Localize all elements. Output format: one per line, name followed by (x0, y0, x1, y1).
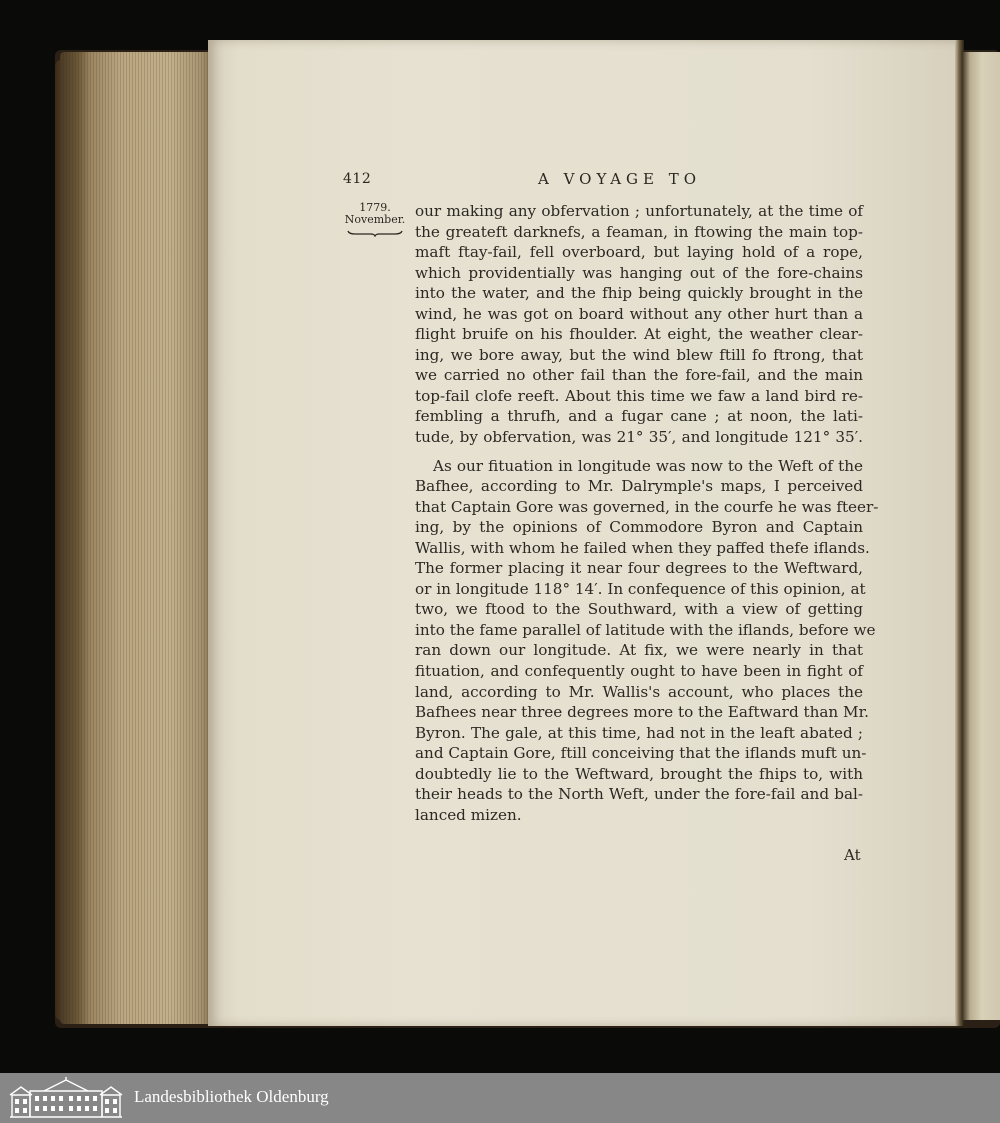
facing-page-edge (962, 52, 1000, 1020)
margin-note (342, 202, 408, 237)
page-number: 412 (343, 171, 372, 187)
text-line: lanced mizen. (415, 805, 522, 824)
library-building-icon (8, 1077, 124, 1119)
text-line: top-fail clofe reeft. About this time we faw a land bird re- (415, 386, 863, 405)
text-line: ing, by the opinions of Commodore Byron and Captain (415, 518, 863, 537)
text-line: the greateft darknefs, a feaman, in ftowing the main top- (415, 222, 863, 241)
paragraph-2 (415, 456, 879, 826)
text-line: Byron. The gale, at this time, had not in the leaft abated ; (415, 723, 863, 742)
brace-ornament (347, 229, 403, 237)
text-line: Wallis, with whom he failed when they paffed thefe iflands. (415, 538, 870, 557)
paragraph-1 (415, 201, 863, 448)
library-footer (0, 1073, 1000, 1123)
text-line: our making any obfervation ; unfortunately, at the time of (415, 202, 863, 220)
catchword: At (844, 846, 861, 864)
text-line: or in longitude 118° 14′. In confequence of this opinion, at (415, 579, 866, 598)
library-name: Landesbibliothek Oldenburg (134, 1087, 329, 1106)
margin-note-month: November. (344, 213, 406, 226)
text-line: fembling a thrufh, and a fugar cane ; at noon, the lati- (415, 407, 863, 426)
text-line: into the fame parallel of latitude with the iflands, before we (415, 620, 876, 639)
text-line: maft ftay-fail, fell overboard, but laying hold of a rope, (415, 243, 863, 262)
running-title: A VOYAGE TO (538, 170, 702, 188)
text-line: As our fituation in longitude was now to the Weft of the (433, 456, 863, 475)
text-line: two, we ftood to the Southward, with a view of getting (415, 600, 863, 619)
text-line: we carried no other fail than the fore-fail, and the main (415, 366, 863, 385)
text-line: tude, by obfervation, was 21° 35′, and longitude 121° 35′. (415, 428, 863, 447)
text-line: wind, he was got on board without any other hurt than a (415, 304, 863, 323)
body-text (415, 201, 879, 825)
text-line: which providentially was hanging out of the fore-chains (415, 263, 863, 282)
text-line: flight bruife on his fhoulder. At eight, the weather clear- (415, 325, 863, 344)
text-line: that Captain Gore was governed, in the courfe he was fteer- (415, 497, 879, 516)
text-line: Bafhees near three degrees more to the Eaftward than Mr. (415, 703, 870, 722)
text-line: their heads to the North Weft, under the fore-fail and bal- (415, 785, 863, 804)
text-line: doubtedly lie to the Weftward, brought the fhips to, with (415, 764, 863, 783)
page-header (343, 168, 865, 192)
text-line: fituation, and confequently ought to have been in fight of (415, 662, 863, 681)
text-line: ing, we bore away, but the wind blew ftill fo ftrong, that (415, 345, 863, 364)
text-line: and Captain Gore, ftill conceiving that the iflands muft un- (415, 744, 867, 763)
text-line: ran down our longitude. At fix, we were nearly in that (415, 641, 863, 660)
text-line: land, according to Mr. Wallis's account, who places the (415, 682, 863, 701)
margin-note-year: 1779. (359, 201, 391, 214)
text-line: The former placing it near four degrees to the Weftward, (415, 559, 863, 578)
text-line: Bafhee, according to Mr. Dalrymple's maps, I perceived (415, 477, 863, 496)
text-line: into the water, and the fhip being quickly brought in the (415, 284, 863, 303)
page-stack-edge (60, 52, 210, 1024)
